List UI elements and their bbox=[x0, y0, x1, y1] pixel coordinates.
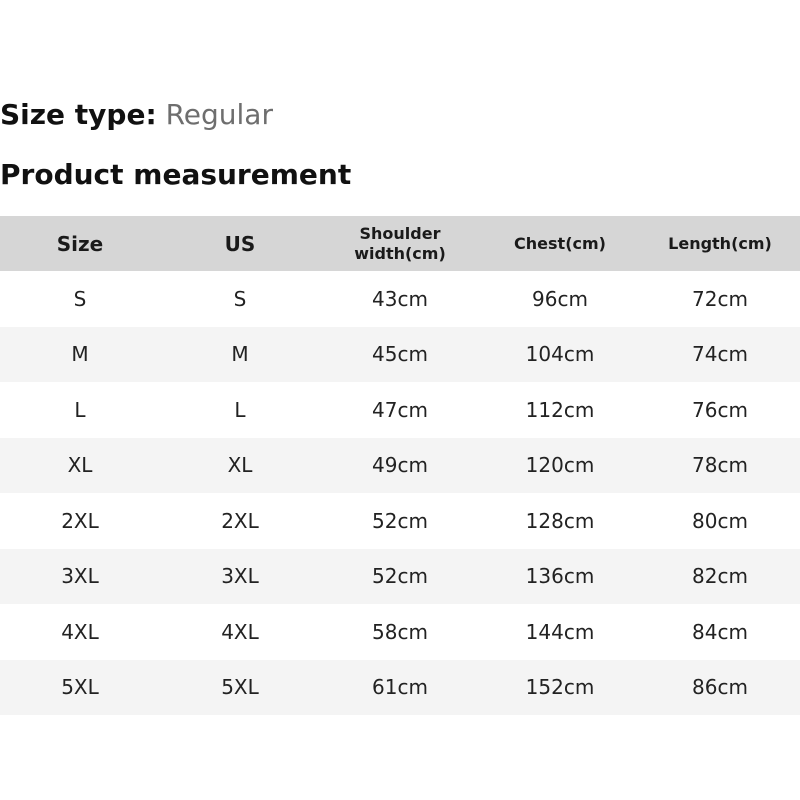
cell-chest: 144cm bbox=[525, 619, 595, 644]
cell-length: 84cm bbox=[692, 619, 748, 644]
cell-shoulder: 52cm bbox=[372, 508, 428, 533]
table-row bbox=[0, 549, 800, 605]
cell-chest: 112cm bbox=[525, 397, 595, 422]
header-length: Length(cm) bbox=[668, 233, 772, 253]
cell-shoulder: 61cm bbox=[372, 675, 428, 700]
table-row bbox=[0, 327, 800, 383]
cell-size: M bbox=[71, 342, 89, 367]
cell-chest: 152cm bbox=[525, 675, 595, 700]
cell-us: 4XL bbox=[221, 619, 259, 644]
size-type-label: Size type: bbox=[0, 98, 157, 131]
section-title: Product measurement bbox=[0, 158, 352, 191]
header-shoulder-width: Shoulder width(cm) bbox=[354, 223, 446, 263]
cell-size: XL bbox=[67, 453, 93, 478]
cell-length: 72cm bbox=[692, 286, 748, 311]
cell-size: 4XL bbox=[61, 619, 99, 644]
cell-chest: 120cm bbox=[525, 453, 595, 478]
header-size: Size bbox=[56, 231, 104, 256]
cell-length: 74cm bbox=[692, 342, 748, 367]
header-chest: Chest(cm) bbox=[514, 233, 606, 253]
cell-shoulder: 58cm bbox=[372, 619, 428, 644]
cell-length: 82cm bbox=[692, 564, 748, 589]
cell-shoulder: 47cm bbox=[372, 397, 428, 422]
table-row bbox=[0, 382, 800, 438]
cell-shoulder: 43cm bbox=[372, 286, 428, 311]
cell-us: 3XL bbox=[221, 564, 259, 589]
cell-chest: 136cm bbox=[525, 564, 595, 589]
cell-size: S bbox=[73, 286, 87, 311]
cell-us: XL bbox=[227, 453, 253, 478]
cell-size: 2XL bbox=[61, 508, 99, 533]
cell-shoulder: 52cm bbox=[372, 564, 428, 589]
cell-size: 3XL bbox=[61, 564, 99, 589]
cell-length: 80cm bbox=[692, 508, 748, 533]
size-type-value: Regular bbox=[165, 98, 273, 131]
cell-size: 5XL bbox=[61, 675, 99, 700]
cell-chest: 96cm bbox=[532, 286, 588, 311]
size-chart-table bbox=[0, 216, 800, 715]
header-us: US bbox=[224, 231, 256, 256]
cell-length: 78cm bbox=[692, 453, 748, 478]
cell-length: 86cm bbox=[692, 675, 748, 700]
cell-size: L bbox=[74, 397, 86, 422]
table-header-row bbox=[0, 216, 800, 271]
table-row bbox=[0, 604, 800, 660]
cell-chest: 128cm bbox=[525, 508, 595, 533]
table-row bbox=[0, 438, 800, 494]
table-row bbox=[0, 493, 800, 549]
cell-shoulder: 45cm bbox=[372, 342, 428, 367]
cell-us: M bbox=[231, 342, 249, 367]
table-row bbox=[0, 271, 800, 327]
cell-length: 76cm bbox=[692, 397, 748, 422]
cell-us: 5XL bbox=[221, 675, 259, 700]
cell-shoulder: 49cm bbox=[372, 453, 428, 478]
size-type-line bbox=[0, 97, 273, 133]
cell-us: 2XL bbox=[221, 508, 259, 533]
cell-us: S bbox=[233, 286, 247, 311]
cell-us: L bbox=[234, 397, 246, 422]
cell-chest: 104cm bbox=[525, 342, 595, 367]
table-row bbox=[0, 660, 800, 716]
